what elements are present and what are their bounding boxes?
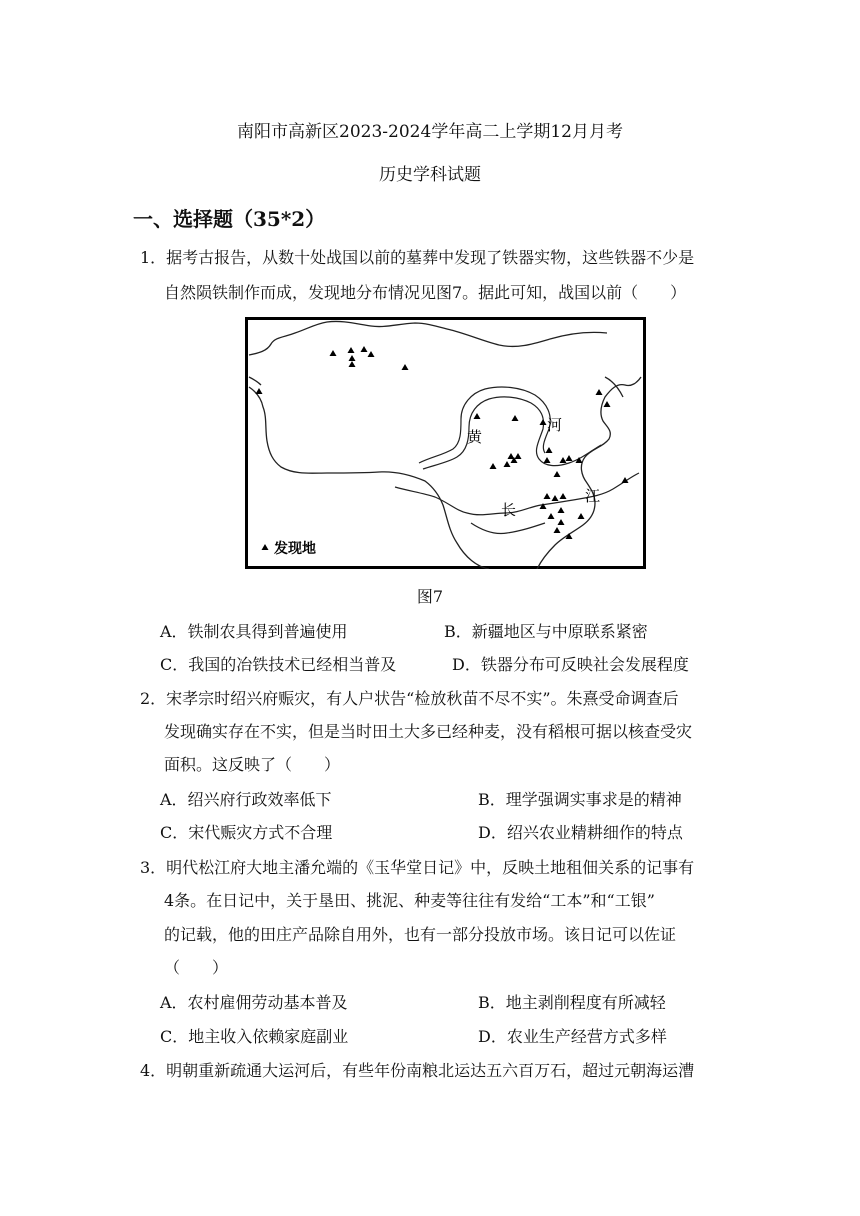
label-huang: 黄	[467, 428, 483, 446]
q3-option-c: C．地主收入依赖家庭副业	[160, 1027, 349, 1046]
question-2-line-2: 发现确实存在不实，但是当时田土大多已经种麦，没有稻根可据以核查受灾	[164, 722, 693, 741]
q3-option-a: A．农村雇佣劳动基本普及	[160, 993, 348, 1012]
label-chang: 长	[501, 501, 517, 519]
question-3-line-2: 4条。在日记中，关于垦田、挑泥、种麦等往往有发给“工本”和“工银”	[164, 891, 655, 910]
question-1-line-2: 自然陨铁制作而成，发现地分布情况见图7。据此可知，战国以前（ ）	[164, 283, 687, 302]
q1-option-c: C．我国的冶铁技术已经相当普及	[160, 655, 397, 674]
q2-option-d: D．绍兴农业精耕细作的特点	[478, 823, 683, 842]
section-heading: 一、选择题（35*2）	[133, 207, 326, 231]
q2-option-b: B．理学强调实事求是的精神	[478, 790, 682, 809]
page-title: 南阳市高新区2023-2024学年高二上学期12月月考	[237, 122, 623, 142]
question-3-line-3: 的记载，他的田庄产品除自用外，也有一部分投放市场。该日记可以佐证	[164, 925, 677, 944]
question-3-line-4: （ ）	[164, 958, 229, 977]
iron-finds-map	[245, 317, 646, 569]
figure-caption: 图7	[416, 587, 444, 606]
question-2-line-3: 面积。这反映了（ ）	[164, 755, 341, 774]
legend-text: 发现地	[274, 541, 316, 557]
question-2-line-1: 2．宋孝宗时绍兴府赈灾，有人户状告“检放秋苗不尽不实”。朱熹受命调查后	[140, 689, 679, 708]
q3-option-d: D．农业生产经营方式多样	[478, 1027, 667, 1046]
q1-option-d: D．铁器分布可反映社会发展程度	[452, 655, 689, 674]
page-subtitle: 历史学科试题	[379, 165, 481, 185]
q3-option-b: B．地主剥削程度有所减轻	[478, 993, 666, 1012]
question-4-line-1: 4．明朝重新疏通大运河后，有些年份南粮北运达五六百万石，超过元朝海运漕	[140, 1061, 695, 1080]
q1-option-b: B．新疆地区与中原联系紧密	[444, 622, 648, 641]
q1-option-a: A．铁制农具得到普遍使用	[160, 622, 348, 641]
q2-option-c: C．宋代赈灾方式不合理	[160, 823, 333, 842]
question-3-line-1: 3．明代松江府大地主潘允端的《玉华堂日记》中，反映土地租佃关系的记事有	[140, 858, 695, 877]
label-jiang: 江	[585, 487, 601, 505]
q2-option-a: A．绍兴府行政效率低下	[160, 790, 332, 809]
question-1-line-1: 1．据考古报告，从数十处战国以前的墓葬中发现了铁器实物，这些铁器不少是	[140, 248, 695, 267]
label-he: 河	[547, 416, 563, 434]
